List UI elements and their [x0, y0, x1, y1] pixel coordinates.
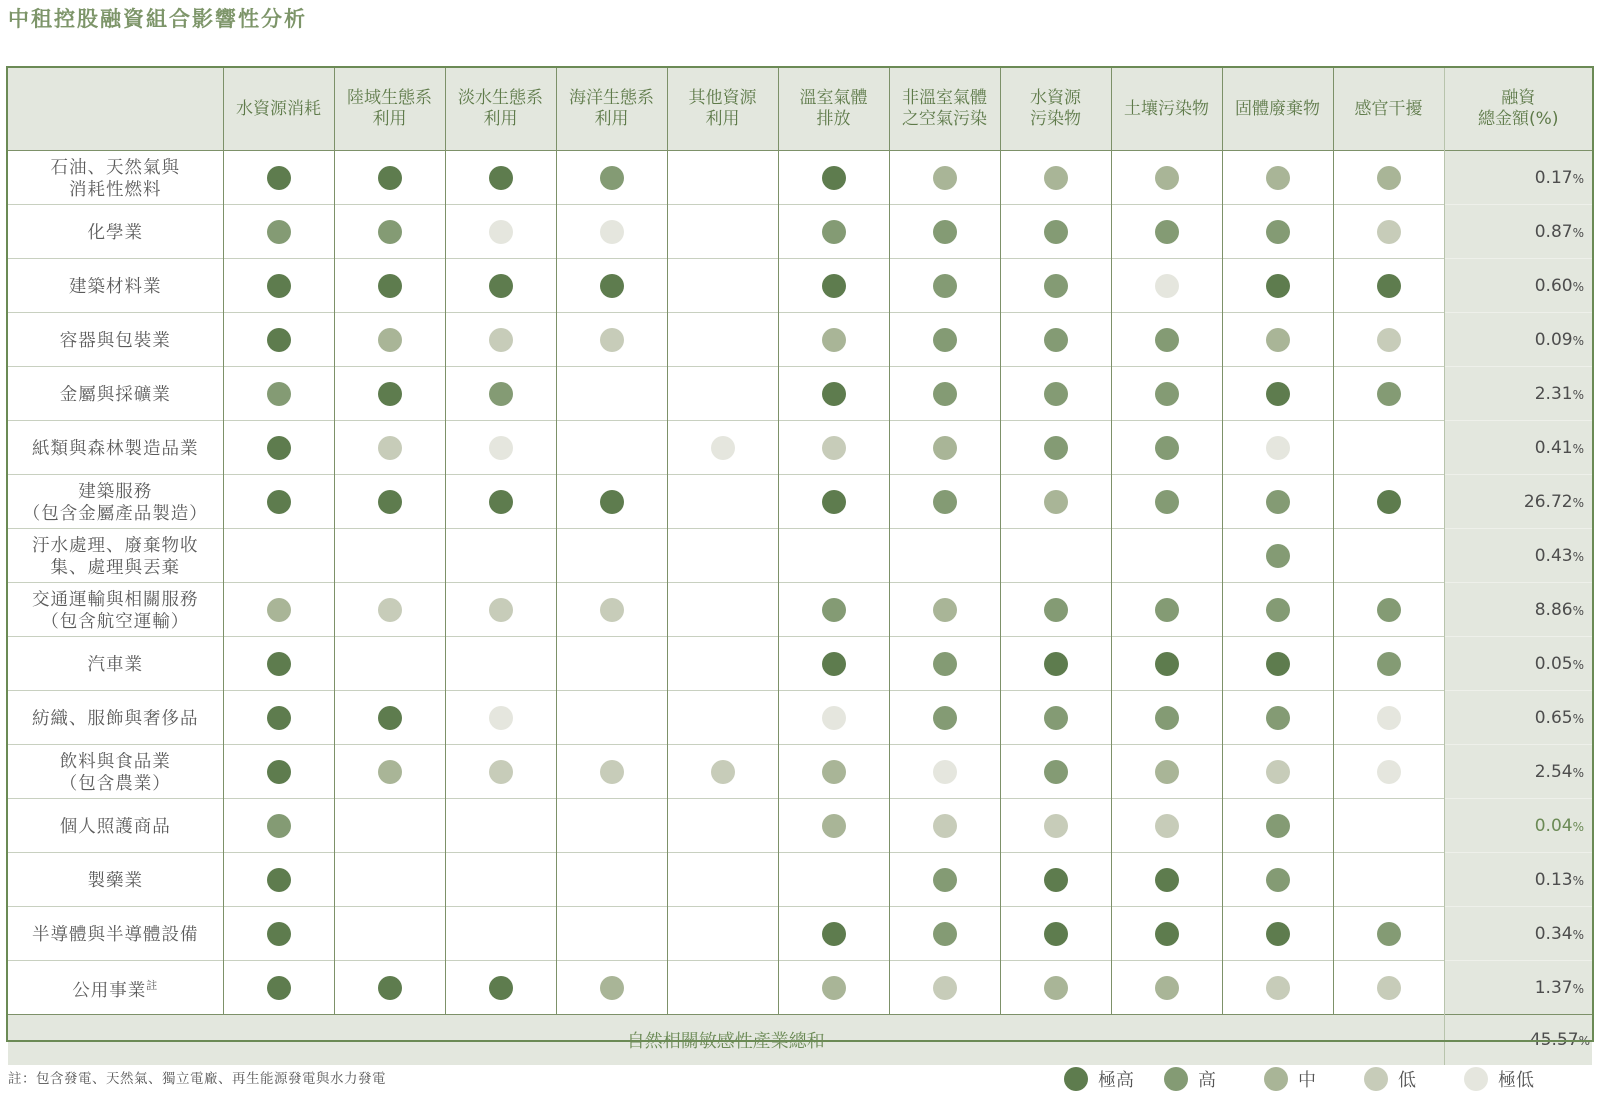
amount-value: 0.65 — [1534, 707, 1573, 728]
industry-name: 建築材料業 — [69, 276, 162, 297]
industry-name: 製藥業 — [87, 870, 143, 891]
amount-unit: % — [1572, 171, 1584, 186]
industry-name: 交通運輸與相關服務 （包含航空運輸） — [32, 589, 199, 632]
industry-name: 化學業 — [87, 222, 143, 243]
amount-value: 0.13 — [1534, 869, 1573, 890]
amount-value: 0.04 — [1534, 815, 1573, 836]
amount-value: 0.87 — [1534, 221, 1573, 242]
legend-item — [1064, 1066, 1164, 1092]
column-header: 非溫室氣體 之空氣污染 — [889, 68, 1000, 151]
amount-unit: % — [1572, 441, 1584, 456]
legend-item — [1464, 1066, 1564, 1092]
column-header: 陸域生態系 利用 — [334, 68, 445, 151]
column-header: 感官干擾 — [1333, 68, 1444, 151]
column-header: 土壤污染物 — [1111, 68, 1222, 151]
amount-value: 0.05 — [1534, 653, 1573, 674]
legend-dot — [1064, 1067, 1088, 1091]
industry-name: 紙類與森林製造品業 — [32, 438, 199, 459]
column-header: 其他資源 利用 — [667, 68, 778, 151]
legend-label: 高 — [1198, 1070, 1216, 1091]
amount-value: 0.43 — [1534, 545, 1573, 566]
industry-name: 石油、天然氣與 消耗性燃料 — [50, 157, 180, 200]
industry-name: 半導體與半導體設備 — [32, 924, 199, 945]
industry-name: 公用事業 — [72, 980, 147, 1001]
amount-unit: % — [1572, 981, 1584, 996]
legend-item — [1264, 1066, 1364, 1092]
legend-item — [1364, 1066, 1464, 1092]
amount-unit: % — [1572, 225, 1584, 240]
amount-unit: % — [1572, 603, 1584, 618]
amount-unit: % — [1572, 333, 1584, 348]
amount-value: 2.31 — [1534, 383, 1573, 404]
industry-name: 汽車業 — [87, 654, 143, 675]
legend-dot — [1464, 1067, 1488, 1091]
amount-unit: % — [1572, 387, 1584, 402]
note-marker: 註 — [146, 979, 159, 993]
amount-unit: % — [1572, 711, 1584, 726]
amount-value: 0.34 — [1534, 923, 1573, 944]
industry-name: 汙水處理、廢棄物收 集、處理與丟棄 — [32, 535, 199, 578]
total-amount-unit: % — [1578, 1034, 1590, 1048]
legend-label: 極低 — [1498, 1070, 1534, 1091]
column-header: 水資源消耗 — [223, 68, 334, 151]
footnote: 註：包含發電、天然氣、獨立電廠、再生能源發電與水力發電 — [8, 1071, 386, 1087]
legend-label: 低 — [1398, 1070, 1416, 1091]
amount-value: 1.37 — [1534, 977, 1573, 998]
column-header: 溫室氣體 排放 — [778, 68, 889, 151]
amount-value: 8.86 — [1534, 599, 1573, 620]
industry-name: 紡織、服飾與奢侈品 — [32, 708, 199, 729]
legend-dot — [1264, 1067, 1288, 1091]
amount-value: 26.72 — [1523, 491, 1573, 512]
amount-unit: % — [1572, 927, 1584, 942]
industry-name: 容器與包裝業 — [59, 330, 171, 351]
column-header: 水資源 污染物 — [1000, 68, 1111, 151]
amount-value: 0.09 — [1534, 329, 1573, 350]
total-amount-value: 45.57 — [1529, 1030, 1579, 1050]
amount-value: 2.54 — [1534, 761, 1573, 782]
amount-column-header: 融資 總金額(%) — [1444, 68, 1592, 151]
industry-name: 個人照護商品 — [59, 816, 171, 837]
amount-unit: % — [1572, 873, 1584, 888]
industry-name: 金屬與採礦業 — [59, 384, 171, 405]
legend-dot — [1364, 1067, 1388, 1091]
industry-name: 建築服務 （包含金屬產品製造） — [22, 481, 208, 524]
column-header: 固體廢棄物 — [1222, 68, 1333, 151]
amount-unit: % — [1572, 819, 1584, 834]
amount-unit: % — [1572, 279, 1584, 294]
page-title: 中租控股融資組合影響性分析 — [8, 7, 307, 31]
amount-value: 0.41 — [1534, 437, 1573, 458]
table-frame — [6, 66, 1594, 1042]
legend-label: 極高 — [1098, 1070, 1134, 1091]
amount-unit: % — [1572, 549, 1584, 564]
total-label: 自然相關敏感性產業總和 — [8, 1015, 1444, 1066]
legend-label: 中 — [1298, 1070, 1316, 1091]
amount-unit: % — [1572, 657, 1584, 672]
legend-item — [1164, 1066, 1264, 1092]
amount-unit: % — [1572, 765, 1584, 780]
legend-dot — [1164, 1067, 1188, 1091]
industry-name: 飲料與食品業 （包含農業） — [59, 751, 171, 794]
column-header: 淡水生態系 利用 — [445, 68, 556, 151]
amount-unit: % — [1572, 495, 1584, 510]
amount-value: 0.17 — [1534, 167, 1573, 188]
column-header: 海洋生態系 利用 — [556, 68, 667, 151]
amount-value: 0.60 — [1534, 275, 1573, 296]
legend — [1064, 1066, 1564, 1092]
